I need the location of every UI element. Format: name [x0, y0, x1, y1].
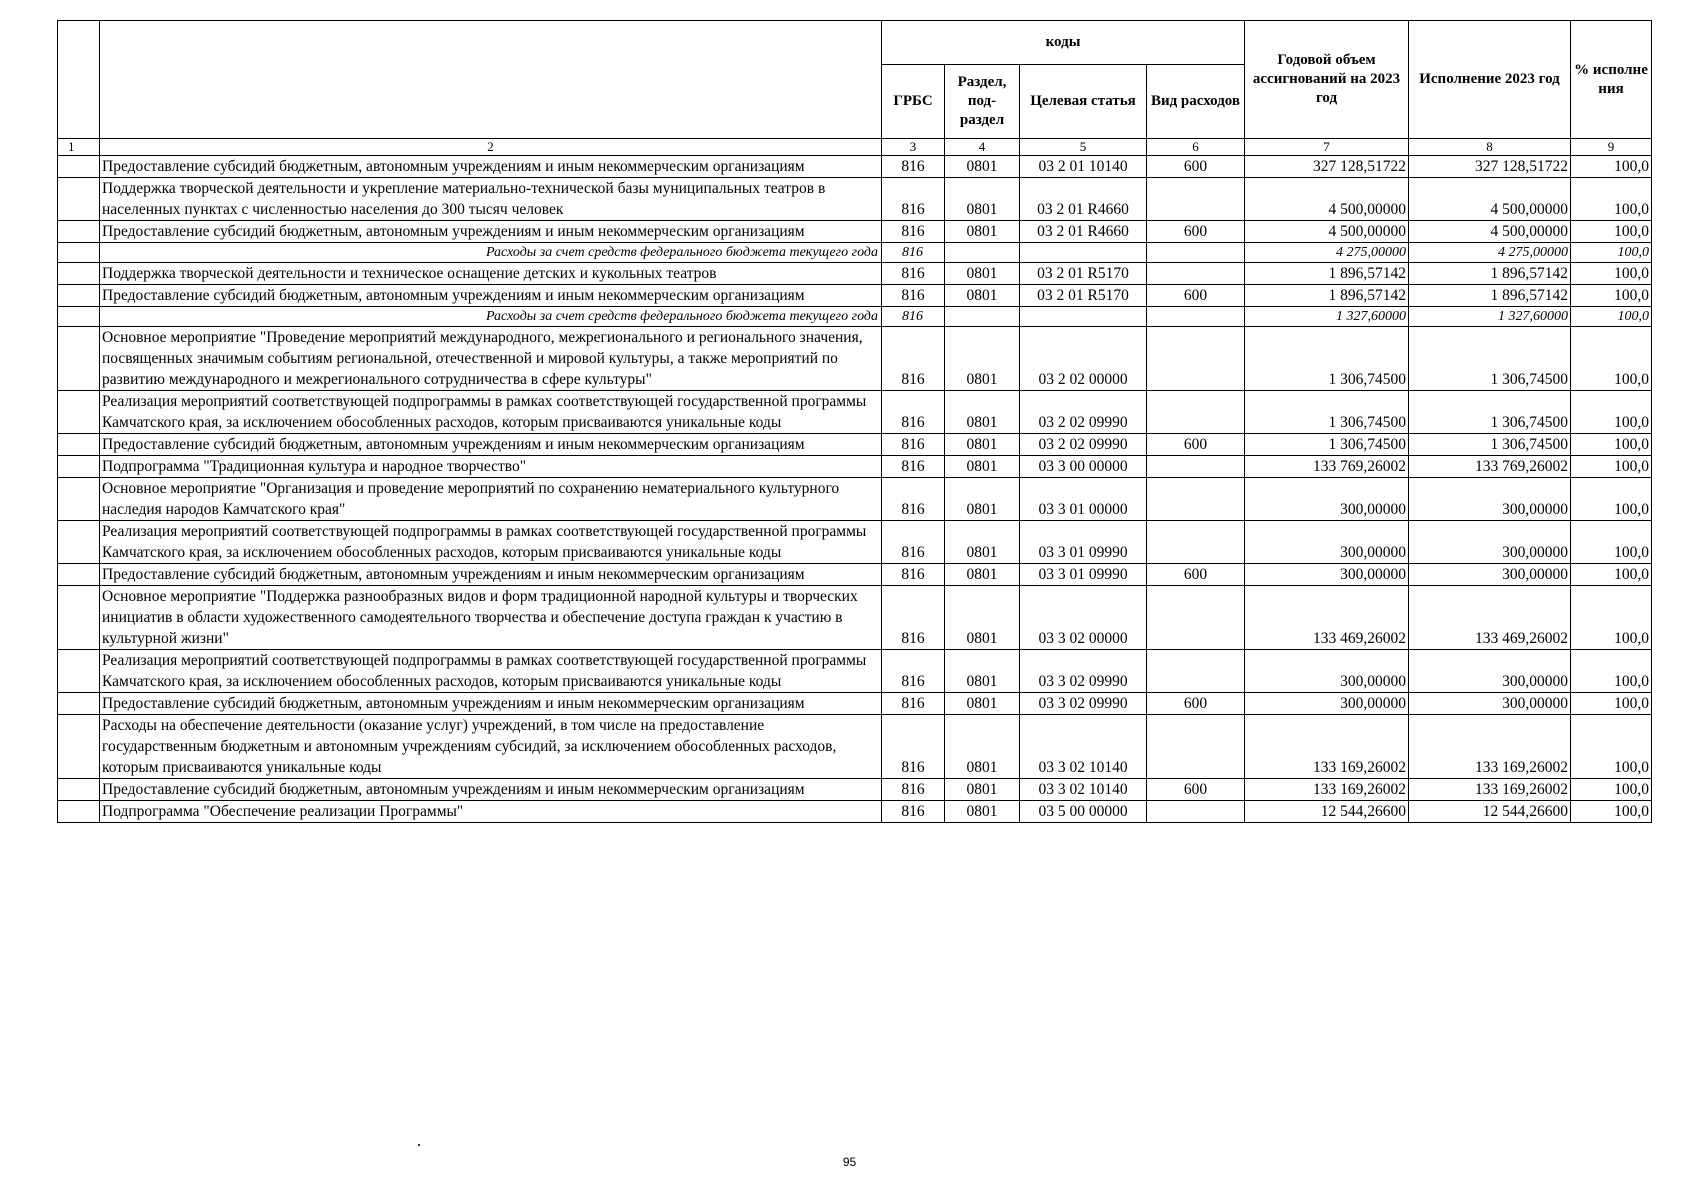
row-razdel [945, 307, 1020, 327]
header-target: Целевая статья [1020, 65, 1147, 139]
row-razdel: 0801 [945, 478, 1020, 521]
row-target: 03 3 00 00000 [1020, 456, 1147, 478]
row-vid: 600 [1147, 156, 1245, 178]
row-vid [1147, 327, 1245, 391]
row-target: 03 2 02 09990 [1020, 391, 1147, 434]
row-name: Предоставление субсидий бюджетным, автономным учреждениям и иным некоммерческим организациям [100, 693, 882, 715]
row-name: Подпрограмма "Традиционная культура и народное творчество" [100, 456, 882, 478]
row-percent: 100,0 [1571, 307, 1652, 327]
table-header [58, 21, 1652, 156]
row-razdel: 0801 [945, 391, 1020, 434]
row-vid: 600 [1147, 564, 1245, 586]
row-annual: 133 169,26002 [1245, 779, 1409, 801]
row-target: 03 3 01 09990 [1020, 521, 1147, 564]
row-grbs: 816 [882, 779, 945, 801]
row-execution: 1 306,74500 [1409, 434, 1571, 456]
header-execution: Исполнение 2023 год [1409, 21, 1571, 139]
row-annual: 300,00000 [1245, 564, 1409, 586]
table-row [58, 391, 1652, 434]
row-execution: 1 896,57142 [1409, 263, 1571, 285]
header-vid: Вид расходов [1147, 65, 1245, 139]
row-name: Предоставление субсидий бюджетным, автономным учреждениям и иным некоммерческим организациям [100, 779, 882, 801]
row-annual: 4 500,00000 [1245, 221, 1409, 243]
row-target: 03 5 00 00000 [1020, 801, 1147, 823]
row-annual: 300,00000 [1245, 521, 1409, 564]
row-vid: 600 [1147, 285, 1245, 307]
row-execution: 4 500,00000 [1409, 178, 1571, 221]
row-annual: 300,00000 [1245, 693, 1409, 715]
table-row [58, 221, 1652, 243]
table-row [58, 456, 1652, 478]
row-target: 03 2 01 10140 [1020, 156, 1147, 178]
row-razdel: 0801 [945, 221, 1020, 243]
row-target: 03 3 02 10140 [1020, 779, 1147, 801]
row-index-cell [58, 243, 100, 263]
row-percent: 100,0 [1571, 434, 1652, 456]
row-grbs: 816 [882, 391, 945, 434]
header-grbs: ГРБС [882, 65, 945, 139]
row-vid [1147, 478, 1245, 521]
row-razdel: 0801 [945, 263, 1020, 285]
table-row [58, 715, 1652, 779]
column-number: 9 [1571, 139, 1652, 156]
row-execution: 300,00000 [1409, 478, 1571, 521]
row-razdel: 0801 [945, 564, 1020, 586]
row-vid: 600 [1147, 434, 1245, 456]
row-index-cell [58, 178, 100, 221]
budget-table [57, 20, 1652, 823]
row-annual: 133 769,26002 [1245, 456, 1409, 478]
row-index-cell [58, 650, 100, 693]
row-target: 03 3 02 00000 [1020, 586, 1147, 650]
row-name: Расходы на обеспечение деятельности (оказание услуг) учреждений, в том числе на предоставление государственным бюджетным и автономным учреждениям субсидий, за исключением обособленных расходов, которым присваиваются уникальные коды [100, 715, 882, 779]
row-razdel: 0801 [945, 779, 1020, 801]
row-target: 03 3 02 09990 [1020, 650, 1147, 693]
row-name: Предоставление субсидий бюджетным, автономным учреждениям и иным некоммерческим организациям [100, 564, 882, 586]
row-name: Предоставление субсидий бюджетным, автономным учреждениям и иным некоммерческим организациям [100, 285, 882, 307]
row-name: Расходы за счет средств федерального бюджета текущего года [100, 243, 882, 263]
row-execution: 327 128,51722 [1409, 156, 1571, 178]
header-blank-index [58, 21, 100, 139]
row-percent: 100,0 [1571, 221, 1652, 243]
row-vid [1147, 243, 1245, 263]
row-name: Реализация мероприятий соответствующей подпрограммы в рамках соответствующей государственной программы Камчатского края, за исключением обособленных расходов, которым присваиваются уникальные коды [100, 391, 882, 434]
row-name: Поддержка творческой деятельности и техническое оснащение детских и кукольных театров [100, 263, 882, 285]
row-name: Основное мероприятие "Поддержка разнообразных видов и форм традиционной народной культуры и творческих инициатив в области художественного самодеятельного творчества и обеспечение доступа граждан к участию в культурной жизни" [100, 586, 882, 650]
row-razdel: 0801 [945, 156, 1020, 178]
row-grbs: 816 [882, 178, 945, 221]
row-execution: 1 896,57142 [1409, 285, 1571, 307]
row-name: Основное мероприятие "Организация и проведение мероприятий по сохранению нематериального культурного наследия народов Камчатского края" [100, 478, 882, 521]
header-codes: коды [882, 21, 1245, 65]
row-index-cell [58, 391, 100, 434]
row-index-cell [58, 307, 100, 327]
row-razdel: 0801 [945, 456, 1020, 478]
table-row [58, 156, 1652, 178]
row-vid [1147, 178, 1245, 221]
row-vid: 600 [1147, 693, 1245, 715]
row-annual: 133 469,26002 [1245, 586, 1409, 650]
table-row [58, 307, 1652, 327]
row-percent: 100,0 [1571, 478, 1652, 521]
row-percent: 100,0 [1571, 156, 1652, 178]
row-annual: 12 544,26600 [1245, 801, 1409, 823]
row-percent: 100,0 [1571, 564, 1652, 586]
row-percent: 100,0 [1571, 801, 1652, 823]
row-target: 03 2 01 R4660 [1020, 221, 1147, 243]
row-name: Подпрограмма "Обеспечение реализации Программы" [100, 801, 882, 823]
row-annual: 300,00000 [1245, 650, 1409, 693]
row-grbs: 816 [882, 693, 945, 715]
row-vid: 600 [1147, 221, 1245, 243]
row-razdel: 0801 [945, 178, 1020, 221]
row-grbs: 816 [882, 650, 945, 693]
row-grbs: 816 [882, 478, 945, 521]
row-razdel: 0801 [945, 801, 1020, 823]
table-row [58, 285, 1652, 307]
table-row [58, 586, 1652, 650]
row-razdel: 0801 [945, 327, 1020, 391]
column-number: 2 [100, 139, 882, 156]
row-vid [1147, 650, 1245, 693]
row-name: Основное мероприятие "Проведение мероприятий международного, межрегионального и регионального значения, посвященных значимым событиям региональной, отечественной и мировой культуры, а также мероприятий по развитию международного и межрегионального сотрудничества в сфере культуры" [100, 327, 882, 391]
column-number: 3 [882, 139, 945, 156]
column-number: 7 [1245, 139, 1409, 156]
row-target: 03 3 02 10140 [1020, 715, 1147, 779]
column-number: 4 [945, 139, 1020, 156]
row-target: 03 3 01 09990 [1020, 564, 1147, 586]
table-row [58, 693, 1652, 715]
row-name: Реализация мероприятий соответствующей подпрограммы в рамках соответствующей государственной программы Камчатского края, за исключением обособленных расходов, которым присваиваются уникальные коды [100, 650, 882, 693]
table-row [58, 564, 1652, 586]
row-target: 03 2 01 R5170 [1020, 263, 1147, 285]
table-body [58, 156, 1652, 823]
row-percent: 100,0 [1571, 243, 1652, 263]
row-annual: 1 896,57142 [1245, 285, 1409, 307]
row-index-cell [58, 693, 100, 715]
table-row [58, 801, 1652, 823]
row-annual: 1 306,74500 [1245, 391, 1409, 434]
table-row [58, 779, 1652, 801]
row-execution: 133 169,26002 [1409, 715, 1571, 779]
column-number: 6 [1147, 139, 1245, 156]
header-blank-name [100, 21, 882, 139]
row-percent: 100,0 [1571, 456, 1652, 478]
row-name: Предоставление субсидий бюджетным, автономным учреждениям и иным некоммерческим организациям [100, 156, 882, 178]
row-index-cell [58, 156, 100, 178]
table-row [58, 434, 1652, 456]
row-target: 03 2 01 R4660 [1020, 178, 1147, 221]
row-annual: 327 128,51722 [1245, 156, 1409, 178]
row-razdel: 0801 [945, 715, 1020, 779]
row-index-cell [58, 263, 100, 285]
row-vid [1147, 456, 1245, 478]
row-grbs: 816 [882, 327, 945, 391]
row-percent: 100,0 [1571, 178, 1652, 221]
row-vid [1147, 521, 1245, 564]
row-annual: 4 500,00000 [1245, 178, 1409, 221]
table-row [58, 243, 1652, 263]
table-row [58, 650, 1652, 693]
row-annual: 4 275,00000 [1245, 243, 1409, 263]
row-index-cell [58, 285, 100, 307]
row-annual: 300,00000 [1245, 478, 1409, 521]
row-grbs: 816 [882, 243, 945, 263]
row-execution: 4 275,00000 [1409, 243, 1571, 263]
row-index-cell [58, 221, 100, 243]
row-grbs: 816 [882, 521, 945, 564]
row-execution: 300,00000 [1409, 693, 1571, 715]
table-row [58, 178, 1652, 221]
row-percent: 100,0 [1571, 715, 1652, 779]
row-razdel: 0801 [945, 285, 1020, 307]
row-execution: 300,00000 [1409, 564, 1571, 586]
table-row [58, 521, 1652, 564]
row-percent: 100,0 [1571, 521, 1652, 564]
row-target: 03 3 01 00000 [1020, 478, 1147, 521]
row-vid [1147, 586, 1245, 650]
row-grbs: 816 [882, 263, 945, 285]
table-row [58, 263, 1652, 285]
row-target: 03 2 02 00000 [1020, 327, 1147, 391]
row-grbs: 816 [882, 586, 945, 650]
row-razdel: 0801 [945, 693, 1020, 715]
column-number: 1 [58, 139, 100, 156]
row-percent: 100,0 [1571, 391, 1652, 434]
row-percent: 100,0 [1571, 285, 1652, 307]
row-grbs: 816 [882, 715, 945, 779]
row-execution: 133 169,26002 [1409, 779, 1571, 801]
row-index-cell [58, 327, 100, 391]
page-number: 95 [842, 1155, 857, 1169]
header-annual: Годовой объем ассигнований на 2023 год [1245, 21, 1409, 139]
row-target: 03 2 01 R5170 [1020, 285, 1147, 307]
row-vid [1147, 391, 1245, 434]
row-percent: 100,0 [1571, 779, 1652, 801]
column-number-row [58, 139, 1652, 156]
table-row [58, 478, 1652, 521]
row-target [1020, 243, 1147, 263]
scan-speck [418, 1144, 420, 1146]
row-razdel: 0801 [945, 434, 1020, 456]
row-annual: 1 306,74500 [1245, 434, 1409, 456]
row-name: Поддержка творческой деятельности и укрепление материально-технической базы муниципальных театров в населенных пунктах с численностью населения до 300 тысяч человек [100, 178, 882, 221]
row-vid [1147, 715, 1245, 779]
row-grbs: 816 [882, 801, 945, 823]
row-execution: 300,00000 [1409, 521, 1571, 564]
row-percent: 100,0 [1571, 693, 1652, 715]
row-grbs: 816 [882, 434, 945, 456]
row-grbs: 816 [882, 564, 945, 586]
row-razdel: 0801 [945, 521, 1020, 564]
row-vid [1147, 307, 1245, 327]
row-vid [1147, 801, 1245, 823]
row-percent: 100,0 [1571, 586, 1652, 650]
row-execution: 133 769,26002 [1409, 456, 1571, 478]
row-annual: 1 327,60000 [1245, 307, 1409, 327]
row-vid: 600 [1147, 779, 1245, 801]
row-annual: 1 306,74500 [1245, 327, 1409, 391]
row-index-cell [58, 564, 100, 586]
row-execution: 4 500,00000 [1409, 221, 1571, 243]
row-target: 03 2 02 09990 [1020, 434, 1147, 456]
row-name: Предоставление субсидий бюджетным, автономным учреждениям и иным некоммерческим организациям [100, 434, 882, 456]
row-grbs: 816 [882, 221, 945, 243]
row-index-cell [58, 586, 100, 650]
row-target: 03 3 02 09990 [1020, 693, 1147, 715]
row-razdel [945, 243, 1020, 263]
header-razdel: Раздел, под-раздел [945, 65, 1020, 139]
row-target [1020, 307, 1147, 327]
row-execution: 300,00000 [1409, 650, 1571, 693]
column-number: 5 [1020, 139, 1147, 156]
row-execution: 12 544,26600 [1409, 801, 1571, 823]
row-percent: 100,0 [1571, 327, 1652, 391]
row-annual: 1 896,57142 [1245, 263, 1409, 285]
row-name: Реализация мероприятий соответствующей подпрограммы в рамках соответствующей государственной программы Камчатского края, за исключением обособленных расходов, которым присваиваются уникальные коды [100, 521, 882, 564]
header-percent: % исполне ния [1571, 21, 1652, 139]
row-index-cell [58, 801, 100, 823]
column-number: 8 [1409, 139, 1571, 156]
row-execution: 133 469,26002 [1409, 586, 1571, 650]
row-name: Предоставление субсидий бюджетным, автономным учреждениям и иным некоммерческим организациям [100, 221, 882, 243]
row-grbs: 816 [882, 456, 945, 478]
row-vid [1147, 263, 1245, 285]
row-index-cell [58, 478, 100, 521]
row-execution: 1 327,60000 [1409, 307, 1571, 327]
row-annual: 133 169,26002 [1245, 715, 1409, 779]
row-percent: 100,0 [1571, 263, 1652, 285]
row-index-cell [58, 434, 100, 456]
row-percent: 100,0 [1571, 650, 1652, 693]
row-razdel: 0801 [945, 586, 1020, 650]
table-row [58, 327, 1652, 391]
row-execution: 1 306,74500 [1409, 391, 1571, 434]
row-grbs: 816 [882, 285, 945, 307]
row-grbs: 816 [882, 156, 945, 178]
row-index-cell [58, 456, 100, 478]
row-execution: 1 306,74500 [1409, 327, 1571, 391]
row-grbs: 816 [882, 307, 945, 327]
row-index-cell [58, 521, 100, 564]
row-name: Расходы за счет средств федерального бюджета текущего года [100, 307, 882, 327]
row-index-cell [58, 715, 100, 779]
row-index-cell [58, 779, 100, 801]
row-razdel: 0801 [945, 650, 1020, 693]
